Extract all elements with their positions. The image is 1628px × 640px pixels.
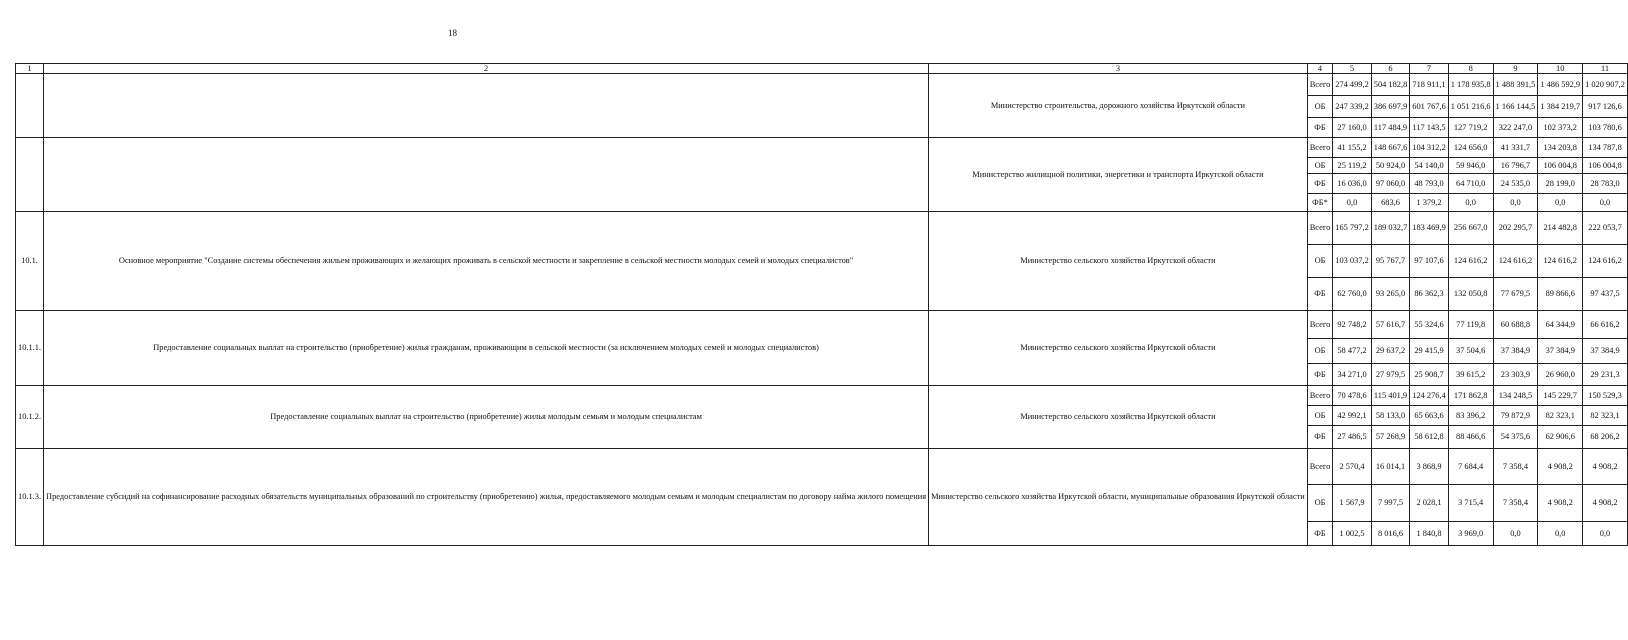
amount-cell: 41 331,7	[1493, 138, 1538, 158]
funding-source: ФБ	[1307, 278, 1333, 311]
amount-cell: 88 466,6	[1448, 426, 1493, 449]
amount-cell: 64 344,9	[1538, 311, 1583, 339]
amount-cell: 68 206,2	[1583, 426, 1628, 449]
amount-cell: 48 793,0	[1410, 174, 1449, 194]
amount-cell: 150 529,3	[1583, 386, 1628, 406]
amount-cell: 117 143,5	[1410, 118, 1449, 138]
funding-source: ФБ*	[1307, 194, 1333, 212]
amount-cell: 97 437,5	[1583, 278, 1628, 311]
funding-source: ФБ	[1307, 522, 1333, 546]
funding-source: ОБ	[1307, 485, 1333, 522]
amount-cell: 62 906,6	[1538, 426, 1583, 449]
amount-cell: 42 992,1	[1333, 406, 1372, 426]
row-organization: Министерство сельского хозяйства Иркутской области	[929, 386, 1308, 449]
amount-cell: 134 203,8	[1538, 138, 1583, 158]
amount-cell: 62 760,0	[1333, 278, 1372, 311]
amount-cell: 25 119,2	[1333, 158, 1372, 174]
amount-cell: 683,6	[1371, 194, 1410, 212]
funding-source: Всего	[1307, 74, 1333, 96]
funding-source: ОБ	[1307, 96, 1333, 118]
amount-cell: 37 384,9	[1493, 339, 1538, 364]
amount-cell: 86 362,3	[1410, 278, 1449, 311]
amount-cell: 103 037,2	[1333, 245, 1372, 278]
amount-cell: 0,0	[1448, 194, 1493, 212]
column-header: 5	[1333, 64, 1372, 74]
amount-cell: 127 719,2	[1448, 118, 1493, 138]
amount-cell: 183 469,9	[1410, 212, 1449, 245]
amount-cell: 104 312,2	[1410, 138, 1449, 158]
amount-cell: 1 020 907,2	[1583, 74, 1628, 96]
amount-cell: 58 612,8	[1410, 426, 1449, 449]
amount-cell: 58 133,0	[1371, 406, 1410, 426]
column-header: 7	[1410, 64, 1449, 74]
column-header: 10	[1538, 64, 1583, 74]
amount-cell: 1 002,5	[1333, 522, 1372, 546]
amount-cell: 917 126,6	[1583, 96, 1628, 118]
funding-source: ФБ	[1307, 118, 1333, 138]
amount-cell: 83 396,2	[1448, 406, 1493, 426]
amount-cell: 93 265,0	[1371, 278, 1410, 311]
column-header: 8	[1448, 64, 1493, 74]
funding-source: Всего	[1307, 212, 1333, 245]
amount-cell: 0,0	[1583, 194, 1628, 212]
amount-cell: 24 535,0	[1493, 174, 1538, 194]
funding-source: ФБ	[1307, 174, 1333, 194]
amount-cell: 27 486,5	[1333, 426, 1372, 449]
column-header: 6	[1371, 64, 1410, 74]
column-header: 11	[1583, 64, 1628, 74]
amount-cell: 274 499,2	[1333, 74, 1372, 96]
amount-cell: 57 268,9	[1371, 426, 1410, 449]
amount-cell: 82 323,1	[1538, 406, 1583, 426]
amount-cell: 165 797,2	[1333, 212, 1372, 245]
amount-cell: 1 166 144,5	[1493, 96, 1538, 118]
amount-cell: 37 384,9	[1538, 339, 1583, 364]
budget-table	[15, 63, 1628, 546]
row-code: 10.1.3.	[16, 449, 44, 546]
amount-cell: 66 616,2	[1583, 311, 1628, 339]
row-name: Предоставление социальных выплат на строительство (приобретение) жилья гражданам, проживающим в сельской местности (за исключением молодых семей и молодых специалистов)	[44, 311, 929, 386]
amount-cell: 132 050,8	[1448, 278, 1493, 311]
amount-cell: 55 324,6	[1410, 311, 1449, 339]
amount-cell: 386 697,9	[1371, 96, 1410, 118]
row-organization: Министерство сельского хозяйства Иркутской области, муниципальные образования Иркутской области	[929, 449, 1308, 546]
amount-cell: 34 271,0	[1333, 364, 1372, 386]
amount-cell: 4 908,2	[1538, 485, 1583, 522]
amount-cell: 102 373,2	[1538, 118, 1583, 138]
amount-cell: 28 199,0	[1538, 174, 1583, 194]
amount-cell: 16 014,1	[1371, 449, 1410, 485]
amount-cell: 1 384 219,7	[1538, 96, 1583, 118]
table-row	[16, 311, 1628, 339]
table-row	[16, 74, 1628, 96]
amount-cell: 4 908,2	[1538, 449, 1583, 485]
row-name: Предоставление социальных выплат на строительство (приобретение) жилья молодым семьям и молодым специалистам	[44, 386, 929, 449]
amount-cell: 2 028,1	[1410, 485, 1449, 522]
amount-cell: 29 637,2	[1371, 339, 1410, 364]
amount-cell: 0,0	[1333, 194, 1372, 212]
amount-cell: 1 488 391,5	[1493, 74, 1538, 96]
row-organization: Министерство сельского хозяйства Иркутской области	[929, 311, 1308, 386]
row-organization: Министерство сельского хозяйства Иркутской области	[929, 212, 1308, 311]
table-row	[16, 449, 1628, 485]
amount-cell: 3 868,9	[1410, 449, 1449, 485]
amount-cell: 124 656,0	[1448, 138, 1493, 158]
column-header: 4	[1307, 64, 1333, 74]
amount-cell: 134 787,8	[1583, 138, 1628, 158]
row-name	[44, 74, 929, 138]
amount-cell: 16 796,7	[1493, 158, 1538, 174]
amount-cell: 504 182,8	[1371, 74, 1410, 96]
amount-cell: 3 969,0	[1448, 522, 1493, 546]
amount-cell: 7 684,4	[1448, 449, 1493, 485]
amount-cell: 0,0	[1583, 522, 1628, 546]
amount-cell: 54 375,6	[1493, 426, 1538, 449]
amount-cell: 70 478,6	[1333, 386, 1372, 406]
amount-cell: 97 060,0	[1371, 174, 1410, 194]
amount-cell: 37 504,6	[1448, 339, 1493, 364]
amount-cell: 77 119,8	[1448, 311, 1493, 339]
amount-cell: 0,0	[1493, 194, 1538, 212]
amount-cell: 64 710,0	[1448, 174, 1493, 194]
funding-source: Всего	[1307, 449, 1333, 485]
amount-cell: 0,0	[1538, 522, 1583, 546]
amount-cell: 27 160,0	[1333, 118, 1372, 138]
amount-cell: 4 908,2	[1583, 485, 1628, 522]
funding-source: ОБ	[1307, 406, 1333, 426]
column-header: 9	[1493, 64, 1538, 74]
amount-cell: 1 567,9	[1333, 485, 1372, 522]
table-row	[16, 138, 1628, 158]
amount-cell: 106 004,8	[1583, 158, 1628, 174]
amount-cell: 23 303,9	[1493, 364, 1538, 386]
amount-cell: 148 667,6	[1371, 138, 1410, 158]
row-name: Предоставление субсидий на софинансирование расходных обязательств муниципальных образований по строительству (приобретению) жилья, предоставляемого молодым семьям и молодым специалистам по договору найма жилого помещения	[44, 449, 929, 546]
amount-cell: 3 715,4	[1448, 485, 1493, 522]
amount-cell: 124 276,4	[1410, 386, 1449, 406]
funding-source: Всего	[1307, 386, 1333, 406]
amount-cell: 77 679,5	[1493, 278, 1538, 311]
header-row	[16, 64, 1628, 74]
funding-source: ФБ	[1307, 364, 1333, 386]
amount-cell: 115 401,9	[1371, 386, 1410, 406]
funding-source: ФБ	[1307, 426, 1333, 449]
amount-cell: 124 616,2	[1448, 245, 1493, 278]
amount-cell: 28 783,0	[1583, 174, 1628, 194]
amount-cell: 50 924,0	[1371, 158, 1410, 174]
amount-cell: 27 979,5	[1371, 364, 1410, 386]
amount-cell: 29 231,3	[1583, 364, 1628, 386]
amount-cell: 106 004,8	[1538, 158, 1583, 174]
row-code: 10.1.2.	[16, 386, 44, 449]
amount-cell: 117 484,9	[1371, 118, 1410, 138]
amount-cell: 124 616,2	[1538, 245, 1583, 278]
amount-cell: 1 051 216,6	[1448, 96, 1493, 118]
funding-source: ОБ	[1307, 245, 1333, 278]
amount-cell: 256 667,0	[1448, 212, 1493, 245]
amount-cell: 79 872,9	[1493, 406, 1538, 426]
amount-cell: 322 247,0	[1493, 118, 1538, 138]
amount-cell: 95 767,7	[1371, 245, 1410, 278]
amount-cell: 124 616,2	[1583, 245, 1628, 278]
amount-cell: 92 748,2	[1333, 311, 1372, 339]
funding-source: Всего	[1307, 138, 1333, 158]
amount-cell: 171 862,8	[1448, 386, 1493, 406]
amount-cell: 145 229,7	[1538, 386, 1583, 406]
amount-cell: 25 908,7	[1410, 364, 1449, 386]
row-organization: Министерство жилищной политики, энергетики и транспорта Иркутской области	[929, 138, 1308, 212]
amount-cell: 26 960,0	[1538, 364, 1583, 386]
amount-cell: 247 339,2	[1333, 96, 1372, 118]
amount-cell: 59 946,0	[1448, 158, 1493, 174]
amount-cell: 41 155,2	[1333, 138, 1372, 158]
amount-cell: 65 663,6	[1410, 406, 1449, 426]
amount-cell: 89 866,6	[1538, 278, 1583, 311]
amount-cell: 124 616,2	[1493, 245, 1538, 278]
amount-cell: 214 482,8	[1538, 212, 1583, 245]
amount-cell: 1 379,2	[1410, 194, 1449, 212]
amount-cell: 82 323,1	[1583, 406, 1628, 426]
amount-cell: 37 384,9	[1583, 339, 1628, 364]
amount-cell: 202 295,7	[1493, 212, 1538, 245]
amount-cell: 134 248,5	[1493, 386, 1538, 406]
amount-cell: 2 570,4	[1333, 449, 1372, 485]
amount-cell: 601 767,6	[1410, 96, 1449, 118]
row-code: 10.1.	[16, 212, 44, 311]
amount-cell: 54 140,0	[1410, 158, 1449, 174]
amount-cell: 97 107,6	[1410, 245, 1449, 278]
amount-cell: 1 486 592,9	[1538, 74, 1583, 96]
row-code	[16, 74, 44, 138]
amount-cell: 0,0	[1493, 522, 1538, 546]
amount-cell: 60 688,8	[1493, 311, 1538, 339]
row-name: Основное мероприятие "Создание системы обеспечения жильем проживающих и желающих проживать в сельской местности и закрепление в сельской местности молодых семей и молодых специалистов"	[44, 212, 929, 311]
row-organization: Министерство строительства, дорожного хозяйства Иркутской области	[929, 74, 1308, 138]
amount-cell: 7 997,5	[1371, 485, 1410, 522]
amount-cell: 8 016,6	[1371, 522, 1410, 546]
amount-cell: 58 477,2	[1333, 339, 1372, 364]
row-code	[16, 138, 44, 212]
amount-cell: 1 178 935,8	[1448, 74, 1493, 96]
column-header: 1	[16, 64, 44, 74]
table-row	[16, 212, 1628, 245]
funding-source: ОБ	[1307, 158, 1333, 174]
amount-cell: 16 036,0	[1333, 174, 1372, 194]
column-header: 3	[929, 64, 1308, 74]
amount-cell: 39 615,2	[1448, 364, 1493, 386]
row-name	[44, 138, 929, 212]
amount-cell: 222 053,7	[1583, 212, 1628, 245]
amount-cell: 4 908,2	[1583, 449, 1628, 485]
column-header: 2	[44, 64, 929, 74]
funding-source: ОБ	[1307, 339, 1333, 364]
table-row	[16, 386, 1628, 406]
amount-cell: 0,0	[1538, 194, 1583, 212]
amount-cell: 29 415,9	[1410, 339, 1449, 364]
page-number: 18	[448, 28, 457, 38]
amount-cell: 1 840,8	[1410, 522, 1449, 546]
amount-cell: 718 911,1	[1410, 74, 1449, 96]
amount-cell: 7 358,4	[1493, 485, 1538, 522]
row-code: 10.1.1.	[16, 311, 44, 386]
amount-cell: 57 616,7	[1371, 311, 1410, 339]
funding-source: Всего	[1307, 311, 1333, 339]
amount-cell: 189 032,7	[1371, 212, 1410, 245]
amount-cell: 7 358,4	[1493, 449, 1538, 485]
amount-cell: 103 780,6	[1583, 118, 1628, 138]
